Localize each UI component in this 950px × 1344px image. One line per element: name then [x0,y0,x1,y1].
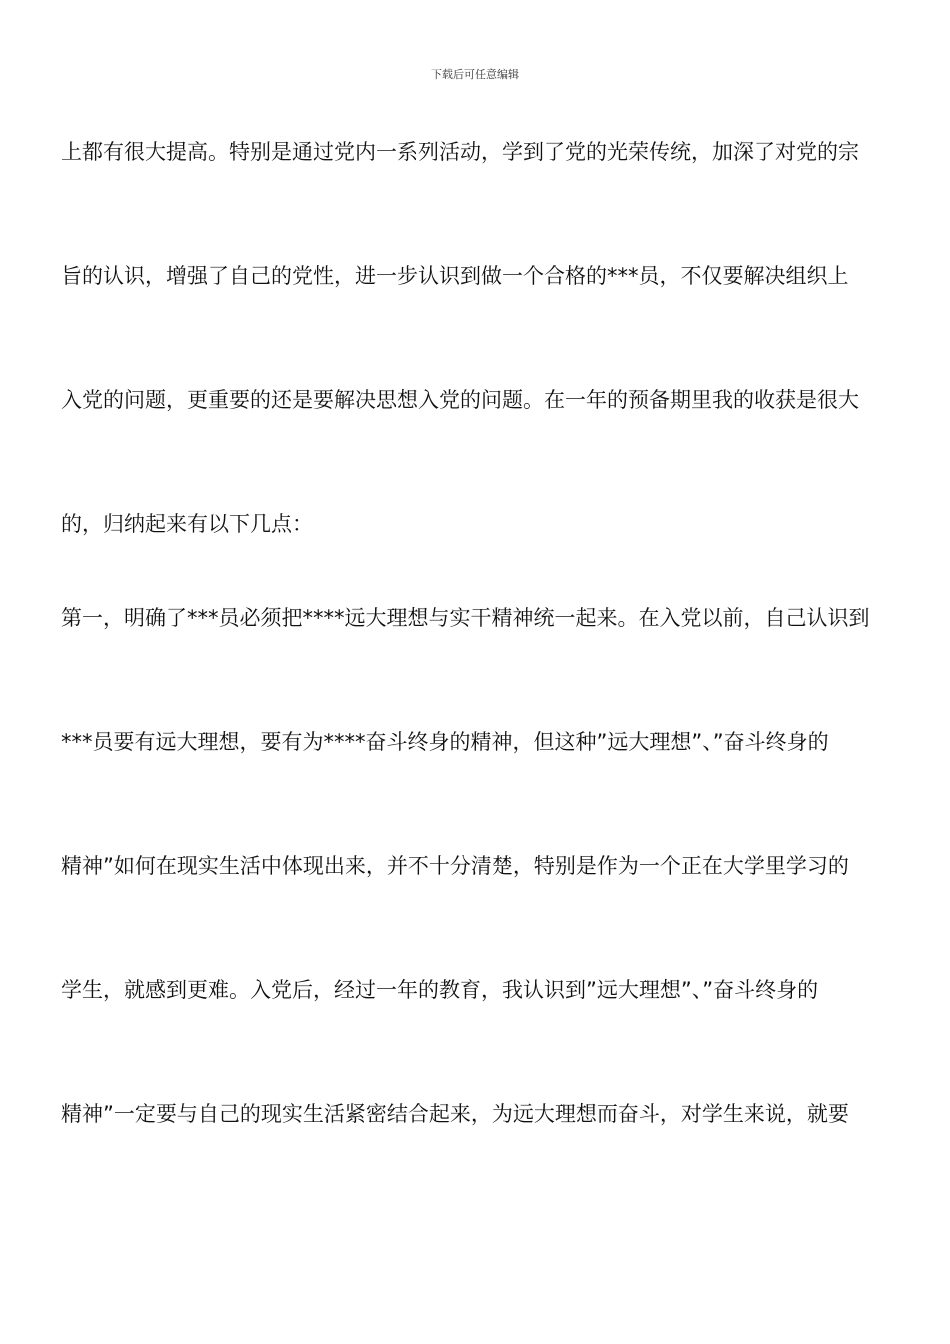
body-text-line: 精神”如何在现实生活中体现出来，并不十分清楚，特别是作为一个正在大学里学习的 [61,854,849,878]
body-text-line: ***员要有远大理想，要有为****奋斗终身的精神，但这种”远大理想”、”奋斗终身的 [61,730,829,754]
body-text-line: 学生，就感到更难。入党后，经过一年的教育，我认识到”远大理想”、”奋斗终身的 [61,978,819,1002]
body-text-line: 的，归纳起来有以下几点： [61,512,313,536]
body-text-line: 上都有很大提高。特别是通过党内一系列活动，学到了党的光荣传统，加深了对党的宗 [61,140,859,164]
body-text-line: 旨的认识，增强了自己的党性，进一步认识到做一个合格的***员，不仅要解决组织上 [61,264,849,288]
page-header: 下载后可任意编辑 [431,68,519,81]
body-text-line: 第一，明确了***员必须把****远大理想与实干精神统一起来。在入党以前，自己认识到 [61,606,870,630]
body-text-line: 入党的问题，更重要的还是要解决思想入党的问题。在一年的预备期里我的收获是很大 [61,388,859,412]
body-text-line: 精神”一定要与自己的现实生活紧密结合起来，为远大理想而奋斗，对学生来说，就要 [61,1102,849,1126]
